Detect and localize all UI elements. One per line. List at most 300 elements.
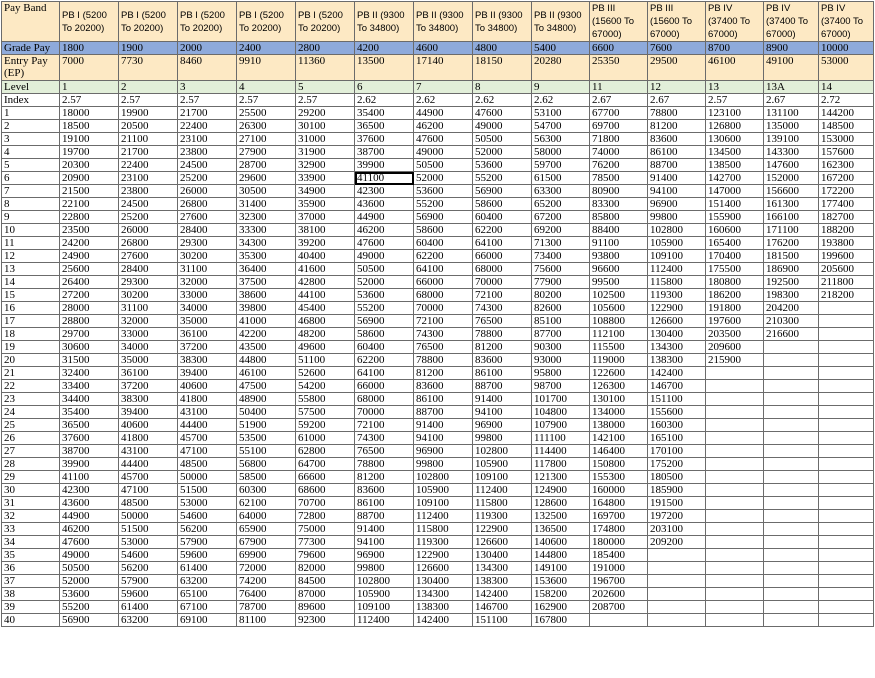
pay-value-cell[interactable]: 138000	[590, 419, 648, 432]
pay-value-cell[interactable]: 93800	[590, 250, 648, 263]
pay-value-cell[interactable]: 72100	[414, 315, 473, 328]
pay-value-cell[interactable]: 138300	[648, 354, 706, 367]
pay-value-cell[interactable]: 91400	[355, 523, 414, 536]
pay-value-cell[interactable]: 49000	[60, 549, 119, 562]
pay-value-cell[interactable]: 174800	[590, 523, 648, 536]
pay-band-cell[interactable]	[648, 2, 706, 42]
entry-pay-cell[interactable]: 46100	[706, 55, 764, 81]
pay-value-cell[interactable]: 70000	[414, 302, 473, 315]
pay-value-cell[interactable]: 161300	[764, 198, 819, 211]
pay-value-cell[interactable]	[764, 432, 819, 445]
pay-value-cell[interactable]: 39800	[237, 302, 296, 315]
pay-value-cell[interactable]: 21700	[178, 107, 237, 120]
pay-value-cell[interactable]: 47600	[414, 133, 473, 146]
pay-value-cell[interactable]: 95800	[532, 367, 590, 380]
pay-value-cell[interactable]: 56200	[178, 523, 237, 536]
pay-value-cell[interactable]: 41000	[237, 315, 296, 328]
pay-value-cell[interactable]	[819, 341, 874, 354]
pay-value-cell[interactable]: 53500	[237, 432, 296, 445]
pay-value-cell[interactable]: 105900	[414, 484, 473, 497]
pay-value-cell[interactable]: 51900	[237, 419, 296, 432]
pay-value-cell[interactable]	[706, 575, 764, 588]
pay-value-cell[interactable]: 132500	[532, 510, 590, 523]
pay-value-cell[interactable]: 68600	[296, 484, 355, 497]
pay-value-cell[interactable]: 26800	[119, 237, 178, 250]
pay-value-cell[interactable]: 20300	[60, 159, 119, 172]
pay-value-cell[interactable]: 84500	[296, 575, 355, 588]
pay-value-cell[interactable]: 44900	[60, 510, 119, 523]
pay-value-cell[interactable]: 40600	[178, 380, 237, 393]
row-number-cell[interactable]: 25	[2, 419, 60, 432]
selected-pay-value-cell[interactable]: 41100	[355, 172, 414, 185]
row-number-cell[interactable]: 6	[2, 172, 60, 185]
pay-value-cell[interactable]: 108800	[590, 315, 648, 328]
pay-value-cell[interactable]: 57900	[178, 536, 237, 549]
pay-value-cell[interactable]: 30600	[60, 341, 119, 354]
pay-value-cell[interactable]: 56900	[60, 614, 119, 627]
level-cell[interactable]: 4	[237, 81, 296, 94]
level-cell[interactable]: 1	[60, 81, 119, 94]
pay-value-cell[interactable]: 42200	[237, 328, 296, 341]
pay-value-cell[interactable]: 36100	[119, 367, 178, 380]
pay-value-cell[interactable]	[764, 471, 819, 484]
pay-value-cell[interactable]: 62200	[473, 224, 532, 237]
pay-value-cell[interactable]	[706, 562, 764, 575]
pay-value-cell[interactable]	[706, 549, 764, 562]
pay-value-cell[interactable]: 59600	[178, 549, 237, 562]
row-number-cell[interactable]: 27	[2, 445, 60, 458]
pay-value-cell[interactable]: 69200	[532, 224, 590, 237]
pay-value-cell[interactable]: 27600	[178, 211, 237, 224]
pay-value-cell[interactable]: 19900	[119, 107, 178, 120]
pay-value-cell[interactable]: 150800	[590, 458, 648, 471]
row-number-cell[interactable]: 40	[2, 614, 60, 627]
pay-value-cell[interactable]: 53000	[178, 497, 237, 510]
pay-value-cell[interactable]: 136500	[532, 523, 590, 536]
pay-value-cell[interactable]: 29300	[178, 237, 237, 250]
level-cell[interactable]: 3	[178, 81, 237, 94]
entry-pay-cell[interactable]: 8460	[178, 55, 237, 81]
pay-value-cell[interactable]: 54600	[119, 549, 178, 562]
pay-value-cell[interactable]: 35000	[119, 354, 178, 367]
pay-value-cell[interactable]: 66000	[414, 276, 473, 289]
index-label[interactable]: Index	[2, 94, 60, 107]
pay-value-cell[interactable]: 94100	[355, 536, 414, 549]
pay-value-cell[interactable]: 138500	[706, 159, 764, 172]
pay-value-cell[interactable]: 112100	[590, 328, 648, 341]
pay-value-cell[interactable]: 81100	[237, 614, 296, 627]
pay-value-cell[interactable]	[764, 406, 819, 419]
pay-value-cell[interactable]	[764, 367, 819, 380]
pay-value-cell[interactable]: 142400	[414, 614, 473, 627]
row-number-cell[interactable]: 12	[2, 250, 60, 263]
pay-value-cell[interactable]: 69700	[590, 120, 648, 133]
pay-value-cell[interactable]	[764, 419, 819, 432]
pay-value-cell[interactable]	[819, 536, 874, 549]
pay-band-cell[interactable]	[296, 2, 355, 42]
pay-value-cell[interactable]: 191000	[590, 562, 648, 575]
pay-value-cell[interactable]: 36500	[355, 120, 414, 133]
pay-value-cell[interactable]	[819, 432, 874, 445]
pay-value-cell[interactable]: 198300	[764, 289, 819, 302]
pay-value-cell[interactable]: 42800	[296, 276, 355, 289]
pay-value-cell[interactable]: 27900	[237, 146, 296, 159]
pay-value-cell[interactable]: 20500	[119, 120, 178, 133]
pay-value-cell[interactable]: 33000	[119, 328, 178, 341]
pay-value-cell[interactable]: 148500	[819, 120, 874, 133]
pay-value-cell[interactable]: 166100	[764, 211, 819, 224]
index-cell[interactable]: 2.57	[60, 94, 119, 107]
pay-value-cell[interactable]: 77300	[296, 536, 355, 549]
entry-pay-cell[interactable]: 11360	[296, 55, 355, 81]
pay-value-cell[interactable]: 156600	[764, 185, 819, 198]
pay-value-cell[interactable]: 57900	[119, 575, 178, 588]
pay-value-cell[interactable]: 25200	[119, 211, 178, 224]
level-cell[interactable]: 2	[119, 81, 178, 94]
pay-value-cell[interactable]: 38300	[119, 393, 178, 406]
pay-value-cell[interactable]: 134500	[706, 146, 764, 159]
row-number-cell[interactable]: 20	[2, 354, 60, 367]
pay-value-cell[interactable]: 31900	[296, 146, 355, 159]
pay-value-cell[interactable]: 34400	[60, 393, 119, 406]
pay-value-cell[interactable]: 44900	[414, 107, 473, 120]
pay-value-cell[interactable]: 46200	[355, 224, 414, 237]
pay-value-cell[interactable]	[706, 380, 764, 393]
pay-value-cell[interactable]: 24200	[60, 237, 119, 250]
pay-value-cell[interactable]: 216600	[764, 328, 819, 341]
pay-value-cell[interactable]: 78800	[355, 458, 414, 471]
pay-value-cell[interactable]: 65900	[237, 523, 296, 536]
pay-value-cell[interactable]: 99800	[648, 211, 706, 224]
pay-value-cell[interactable]	[706, 536, 764, 549]
pay-value-cell[interactable]: 26800	[178, 198, 237, 211]
pay-value-cell[interactable]: 48200	[296, 328, 355, 341]
pay-value-cell[interactable]: 186900	[764, 263, 819, 276]
pay-value-cell[interactable]: 30200	[178, 250, 237, 263]
pay-value-cell[interactable]: 70000	[355, 406, 414, 419]
pay-value-cell[interactable]: 23500	[60, 224, 119, 237]
pay-value-cell[interactable]: 81200	[414, 367, 473, 380]
pay-value-cell[interactable]: 55200	[60, 601, 119, 614]
row-number-cell[interactable]: 7	[2, 185, 60, 198]
pay-band-cell[interactable]	[706, 2, 764, 42]
pay-value-cell[interactable]: 38100	[296, 224, 355, 237]
pay-value-cell[interactable]: 162900	[532, 601, 590, 614]
pay-value-cell[interactable]: 58500	[237, 471, 296, 484]
pay-value-cell[interactable]: 35300	[237, 250, 296, 263]
pay-value-cell[interactable]: 155300	[590, 471, 648, 484]
pay-value-cell[interactable]: 93000	[532, 354, 590, 367]
pay-value-cell[interactable]: 197200	[648, 510, 706, 523]
index-cell[interactable]: 2.57	[237, 94, 296, 107]
pay-value-cell[interactable]: 59600	[119, 588, 178, 601]
pay-value-cell[interactable]: 53600	[355, 289, 414, 302]
pay-value-cell[interactable]: 102800	[648, 224, 706, 237]
pay-value-cell[interactable]: 50500	[473, 133, 532, 146]
pay-value-cell[interactable]: 64100	[473, 237, 532, 250]
pay-value-cell[interactable]: 30500	[237, 185, 296, 198]
row-number-cell[interactable]: 32	[2, 510, 60, 523]
pay-value-cell[interactable]: 109100	[473, 471, 532, 484]
pay-value-cell[interactable]: 32400	[60, 367, 119, 380]
pay-value-cell[interactable]: 34000	[119, 341, 178, 354]
pay-value-cell[interactable]	[819, 588, 874, 601]
pay-value-cell[interactable]: 115800	[473, 497, 532, 510]
pay-value-cell[interactable]: 131100	[764, 107, 819, 120]
pay-value-cell[interactable]: 134300	[414, 588, 473, 601]
pay-value-cell[interactable]	[819, 393, 874, 406]
pay-value-cell[interactable]: 76500	[473, 315, 532, 328]
pay-value-cell[interactable]: 36400	[237, 263, 296, 276]
pay-value-cell[interactable]: 134300	[648, 341, 706, 354]
pay-value-cell[interactable]	[819, 354, 874, 367]
pay-value-cell[interactable]: 76200	[590, 159, 648, 172]
pay-value-cell[interactable]: 60400	[355, 341, 414, 354]
pay-value-cell[interactable]: 52000	[355, 276, 414, 289]
pay-value-cell[interactable]: 82600	[532, 302, 590, 315]
level-cell[interactable]: 8	[473, 81, 532, 94]
pay-value-cell[interactable]: 119000	[590, 354, 648, 367]
pay-value-cell[interactable]: 122900	[473, 523, 532, 536]
pay-value-cell[interactable]: 205600	[819, 263, 874, 276]
pay-value-cell[interactable]: 119300	[414, 536, 473, 549]
pay-value-cell[interactable]: 56900	[414, 211, 473, 224]
pay-value-cell[interactable]: 153600	[532, 575, 590, 588]
pay-value-cell[interactable]: 70700	[296, 497, 355, 510]
pay-value-cell[interactable]: 171100	[764, 224, 819, 237]
pay-value-cell[interactable]: 47500	[237, 380, 296, 393]
pay-value-cell[interactable]: 35400	[60, 406, 119, 419]
pay-value-cell[interactable]: 172200	[819, 185, 874, 198]
pay-value-cell[interactable]: 96900	[355, 549, 414, 562]
pay-value-cell[interactable]: 105600	[590, 302, 648, 315]
grade-pay-cell[interactable]: 2800	[296, 42, 355, 55]
entry-pay-cell[interactable]: 17140	[414, 55, 473, 81]
pay-value-cell[interactable]: 138300	[473, 575, 532, 588]
pay-value-cell[interactable]	[764, 536, 819, 549]
pay-value-cell[interactable]: 99500	[590, 276, 648, 289]
row-number-cell[interactable]: 18	[2, 328, 60, 341]
pay-value-cell[interactable]: 96600	[590, 263, 648, 276]
pay-value-cell[interactable]: 151100	[473, 614, 532, 627]
pay-value-cell[interactable]: 147000	[706, 185, 764, 198]
pay-value-cell[interactable]: 78800	[414, 354, 473, 367]
entry-pay-cell[interactable]: 53000	[819, 55, 874, 81]
pay-value-cell[interactable]: 182700	[819, 211, 874, 224]
pay-value-cell[interactable]	[819, 302, 874, 315]
pay-value-cell[interactable]: 50500	[355, 263, 414, 276]
pay-value-cell[interactable]: 40600	[119, 419, 178, 432]
pay-value-cell[interactable]: 204200	[764, 302, 819, 315]
pay-value-cell[interactable]: 78800	[473, 328, 532, 341]
pay-value-cell[interactable]: 107900	[532, 419, 590, 432]
pay-value-cell[interactable]: 139100	[764, 133, 819, 146]
pay-value-cell[interactable]: 44400	[119, 458, 178, 471]
pay-value-cell[interactable]: 111100	[532, 432, 590, 445]
pay-value-cell[interactable]: 208700	[590, 601, 648, 614]
pay-value-cell[interactable]: 203100	[648, 523, 706, 536]
pay-value-cell[interactable]: 50400	[237, 406, 296, 419]
pay-value-cell[interactable]: 22400	[178, 120, 237, 133]
pay-value-cell[interactable]: 98700	[532, 380, 590, 393]
pay-value-cell[interactable]: 130600	[706, 133, 764, 146]
pay-value-cell[interactable]: 142700	[706, 172, 764, 185]
pay-value-cell[interactable]: 130400	[473, 549, 532, 562]
level-cell[interactable]: 5	[296, 81, 355, 94]
pay-value-cell[interactable]: 112400	[648, 263, 706, 276]
row-number-cell[interactable]: 4	[2, 146, 60, 159]
pay-value-cell[interactable]: 160600	[706, 224, 764, 237]
pay-value-cell[interactable]	[764, 510, 819, 523]
pay-value-cell[interactable]: 53100	[532, 107, 590, 120]
pay-value-cell[interactable]: 115800	[648, 276, 706, 289]
level-cell[interactable]: 11	[590, 81, 648, 94]
pay-value-cell[interactable]: 74000	[590, 146, 648, 159]
pay-value-cell[interactable]: 165100	[648, 432, 706, 445]
grade-pay-cell[interactable]: 2000	[178, 42, 237, 55]
row-number-cell[interactable]: 23	[2, 393, 60, 406]
index-cell[interactable]: 2.62	[473, 94, 532, 107]
pay-value-cell[interactable]	[706, 471, 764, 484]
pay-value-cell[interactable]: 126600	[473, 536, 532, 549]
pay-value-cell[interactable]: 37600	[355, 133, 414, 146]
pay-value-cell[interactable]: 35000	[178, 315, 237, 328]
pay-value-cell[interactable]: 160300	[648, 419, 706, 432]
row-number-cell[interactable]: 1	[2, 107, 60, 120]
pay-value-cell[interactable]: 49000	[414, 146, 473, 159]
pay-value-cell[interactable]: 123100	[706, 107, 764, 120]
pay-value-cell[interactable]: 34300	[237, 237, 296, 250]
pay-value-cell[interactable]: 197600	[706, 315, 764, 328]
pay-value-cell[interactable]: 56900	[473, 185, 532, 198]
pay-value-cell[interactable]: 31100	[178, 263, 237, 276]
row-number-cell[interactable]: 13	[2, 263, 60, 276]
pay-value-cell[interactable]	[706, 484, 764, 497]
pay-value-cell[interactable]: 170100	[648, 445, 706, 458]
pay-value-cell[interactable]	[819, 367, 874, 380]
pay-value-cell[interactable]: 83600	[473, 354, 532, 367]
pay-value-cell[interactable]: 105900	[355, 588, 414, 601]
pay-value-cell[interactable]: 169700	[590, 510, 648, 523]
pay-band-cell[interactable]	[60, 2, 119, 42]
level-cell[interactable]: 7	[414, 81, 473, 94]
pay-value-cell[interactable]: 76400	[237, 588, 296, 601]
pay-value-cell[interactable]: 86100	[355, 497, 414, 510]
pay-value-cell[interactable]	[590, 614, 648, 627]
pay-value-cell[interactable]: 89600	[296, 601, 355, 614]
pay-value-cell[interactable]	[706, 588, 764, 601]
pay-value-cell[interactable]: 61400	[119, 601, 178, 614]
pay-value-cell[interactable]: 44400	[178, 419, 237, 432]
pay-value-cell[interactable]	[764, 588, 819, 601]
pay-value-cell[interactable]: 65200	[532, 198, 590, 211]
pay-value-cell[interactable]: 62200	[355, 354, 414, 367]
pay-value-cell[interactable]: 87000	[296, 588, 355, 601]
pay-value-cell[interactable]: 30100	[296, 120, 355, 133]
pay-value-cell[interactable]: 74300	[414, 328, 473, 341]
pay-value-cell[interactable]: 41800	[119, 432, 178, 445]
pay-value-cell[interactable]	[706, 406, 764, 419]
pay-value-cell[interactable]: 29700	[60, 328, 119, 341]
pay-value-cell[interactable]: 31100	[119, 302, 178, 315]
pay-value-cell[interactable]: 87700	[532, 328, 590, 341]
pay-value-cell[interactable]	[819, 419, 874, 432]
pay-value-cell[interactable]: 142400	[473, 588, 532, 601]
pay-value-cell[interactable]: 41100	[60, 471, 119, 484]
pay-value-cell[interactable]: 44800	[237, 354, 296, 367]
pay-value-cell[interactable]	[648, 588, 706, 601]
pay-value-cell[interactable]: 72100	[355, 419, 414, 432]
pay-value-cell[interactable]	[706, 393, 764, 406]
pay-value-cell[interactable]: 138300	[414, 601, 473, 614]
pay-value-cell[interactable]: 73400	[532, 250, 590, 263]
pay-value-cell[interactable]: 53600	[414, 185, 473, 198]
pay-value-cell[interactable]: 26400	[60, 276, 119, 289]
pay-value-cell[interactable]: 130100	[590, 393, 648, 406]
pay-value-cell[interactable]: 49600	[296, 341, 355, 354]
pay-value-cell[interactable]: 86100	[414, 393, 473, 406]
level-cell[interactable]: 9	[532, 81, 590, 94]
pay-value-cell[interactable]: 112400	[414, 510, 473, 523]
pay-band-cell[interactable]	[532, 2, 590, 42]
pay-value-cell[interactable]: 36500	[60, 419, 119, 432]
pay-value-cell[interactable]: 75000	[296, 523, 355, 536]
pay-value-cell[interactable]: 32900	[296, 159, 355, 172]
pay-value-cell[interactable]: 32000	[178, 276, 237, 289]
pay-value-cell[interactable]: 119300	[648, 289, 706, 302]
row-number-cell[interactable]: 29	[2, 471, 60, 484]
pay-value-cell[interactable]: 52600	[296, 367, 355, 380]
pay-value-cell[interactable]: 45700	[119, 471, 178, 484]
pay-value-cell[interactable]: 55200	[473, 172, 532, 185]
row-number-cell[interactable]: 10	[2, 224, 60, 237]
grade-pay-cell[interactable]: 1800	[60, 42, 119, 55]
pay-value-cell[interactable]: 88700	[355, 510, 414, 523]
pay-value-cell[interactable]	[764, 614, 819, 627]
pay-value-cell[interactable]: 61500	[532, 172, 590, 185]
pay-value-cell[interactable]: 50500	[60, 562, 119, 575]
pay-band-cell[interactable]	[414, 2, 473, 42]
row-number-cell[interactable]: 39	[2, 601, 60, 614]
pay-value-cell[interactable]	[819, 575, 874, 588]
index-cell[interactable]: 2.62	[414, 94, 473, 107]
row-number-cell[interactable]: 11	[2, 237, 60, 250]
pay-value-cell[interactable]: 215900	[706, 354, 764, 367]
pay-value-cell[interactable]: 78700	[237, 601, 296, 614]
pay-value-cell[interactable]	[706, 458, 764, 471]
pay-value-cell[interactable]: 155900	[706, 211, 764, 224]
index-cell[interactable]: 2.72	[819, 94, 874, 107]
pay-value-cell[interactable]: 46200	[414, 120, 473, 133]
pay-value-cell[interactable]: 128600	[532, 497, 590, 510]
pay-value-cell[interactable]: 114400	[532, 445, 590, 458]
pay-value-cell[interactable]: 62200	[414, 250, 473, 263]
pay-value-cell[interactable]: 51500	[178, 484, 237, 497]
pay-value-cell[interactable]: 149100	[532, 562, 590, 575]
pay-value-cell[interactable]: 23800	[178, 146, 237, 159]
pay-value-cell[interactable]: 29300	[119, 276, 178, 289]
pay-value-cell[interactable]: 34900	[296, 185, 355, 198]
pay-value-cell[interactable]: 92300	[296, 614, 355, 627]
pay-value-cell[interactable]: 50500	[414, 159, 473, 172]
pay-value-cell[interactable]: 79600	[296, 549, 355, 562]
pay-value-cell[interactable]: 19700	[60, 146, 119, 159]
pay-value-cell[interactable]: 68000	[355, 393, 414, 406]
pay-value-cell[interactable]: 180500	[648, 471, 706, 484]
pay-value-cell[interactable]: 71300	[532, 237, 590, 250]
entry-pay-cell[interactable]: 9910	[237, 55, 296, 81]
pay-value-cell[interactable]: 202600	[590, 588, 648, 601]
